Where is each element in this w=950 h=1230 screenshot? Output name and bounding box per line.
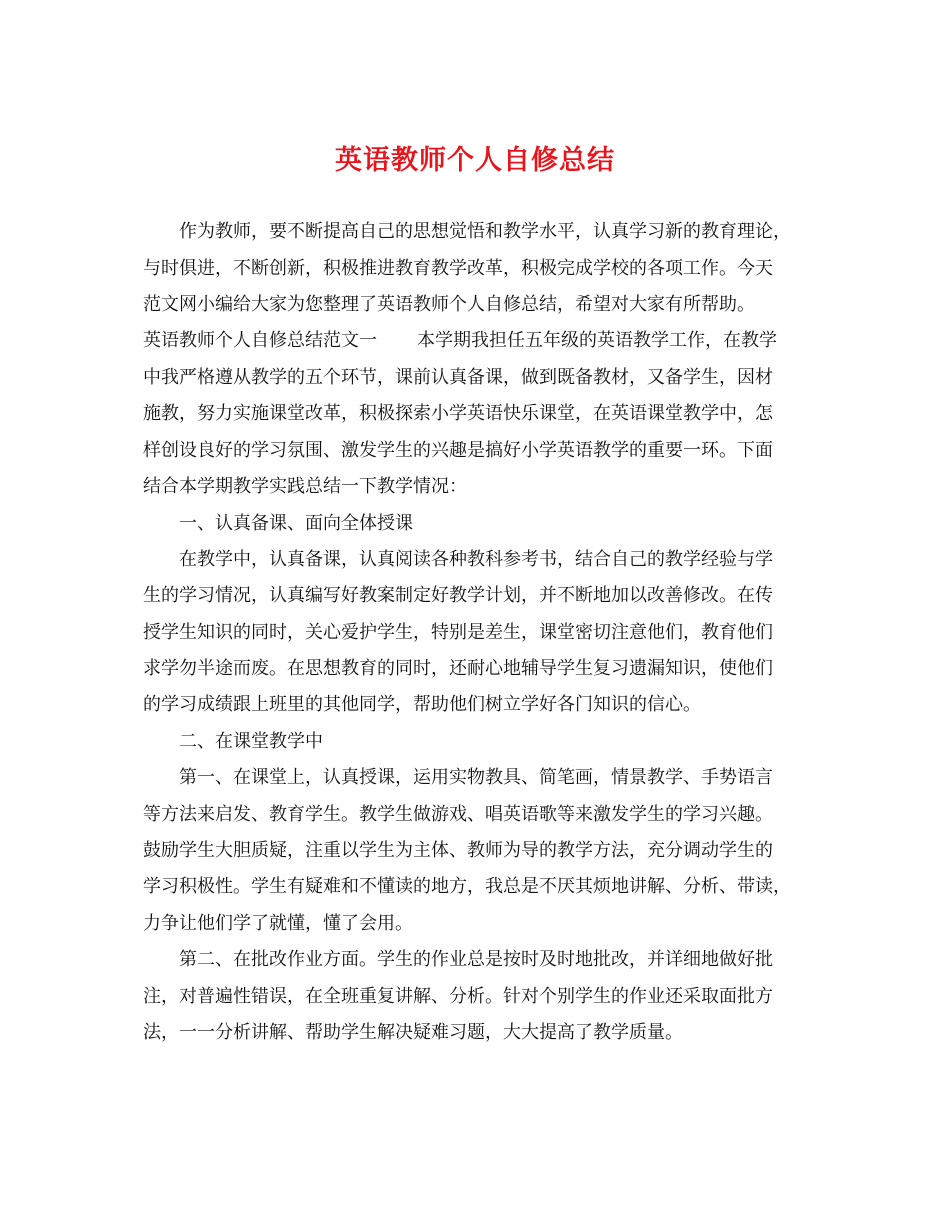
paragraph-text: 本学期我担任五年级的英语教学工作，在教学 [417, 330, 777, 351]
paragraph-line: 与时俱进，不断创新，积极推进教育教学改革，积极完成学校的各项工作。今天 [143, 258, 773, 279]
paragraph-line: 鼓励学生大胆质疑，注重以学生为主体、教师为导的教学方法，充分调动学生的 [143, 840, 773, 861]
paragraph-line: 求学勿半途而废。在思想教育的同时，还耐心地辅导学生复习遗漏知识，使他们 [143, 658, 773, 679]
paragraph-line: 第一、在课堂上，认真授课，运用实物教具、简笔画，情景教学、手势语言 [143, 767, 773, 788]
paragraph-line: 法，一一分析讲解、帮助学生解决疑难习题，大大提高了教学质量。 [143, 1022, 683, 1043]
paragraph-line: 授学生知识的同时，关心爱护学生，特别是差生，课堂密切注意他们，教育他们 [143, 622, 773, 643]
paragraph-line-with-heading [143, 328, 813, 354]
paragraph-line: 生的学习情况，认真编写好教案制定好教学计划，并不断地加以改善修改。在传 [143, 585, 773, 606]
paragraph-line: 注，对普遍性错误，在全班重复讲解、分析。针对个别学生的作业还采取面批方 [143, 986, 773, 1007]
paragraph-line: 力争让他们学了就懂，懂了会用。 [143, 913, 413, 934]
section-heading: 英语教师个人自修总结范文一 [143, 330, 377, 351]
paragraph-line: 学习积极性。学生有疑难和不懂读的地方，我总是不厌其烦地讲解、分析、带读， [143, 876, 791, 897]
paragraph-line: 第二、在批改作业方面。学生的作业总是按时及时地批改，并详细地做好批 [143, 949, 773, 970]
paragraph-line: 施教，努力实施课堂改革，积极探索小学英语快乐课堂，在英语课堂教学中，怎 [143, 403, 773, 424]
paragraph-line: 在教学中，认真备课，认真阅读各种教科参考书，结合自己的教学经验与学 [143, 549, 773, 570]
paragraph-line: 结合本学期教学实践总结一下教学情况： [143, 476, 467, 497]
paragraph-line: 范文网小编给大家为您整理了英语教师个人自修总结，希望对大家有所帮助。 [143, 294, 755, 315]
paragraph-line: 等方法来启发、教育学生。教学生做游戏、唱英语歌等来激发学生的学习兴趣。 [143, 804, 773, 825]
paragraph-line: 中我严格遵从教学的五个环节，课前认真备课，做到既备教材，又备学生，因材 [143, 367, 773, 388]
paragraph-line: 作为教师，要不断提高自己的思想觉悟和教学水平，认真学习新的教育理论， [143, 221, 791, 242]
section-heading: 二、在课堂教学中 [143, 731, 323, 752]
section-heading: 一、认真备课、面向全体授课 [143, 513, 413, 534]
paragraph-line: 的学习成绩跟上班里的其他同学，帮助他们树立学好各门知识的信心。 [143, 694, 701, 715]
paragraph-line: 样创设良好的学习氛围、激发学生的兴趣是搞好小学英语教学的重要一环。下面 [143, 440, 773, 461]
document-title: 英语教师个人自修总结 [335, 145, 615, 176]
